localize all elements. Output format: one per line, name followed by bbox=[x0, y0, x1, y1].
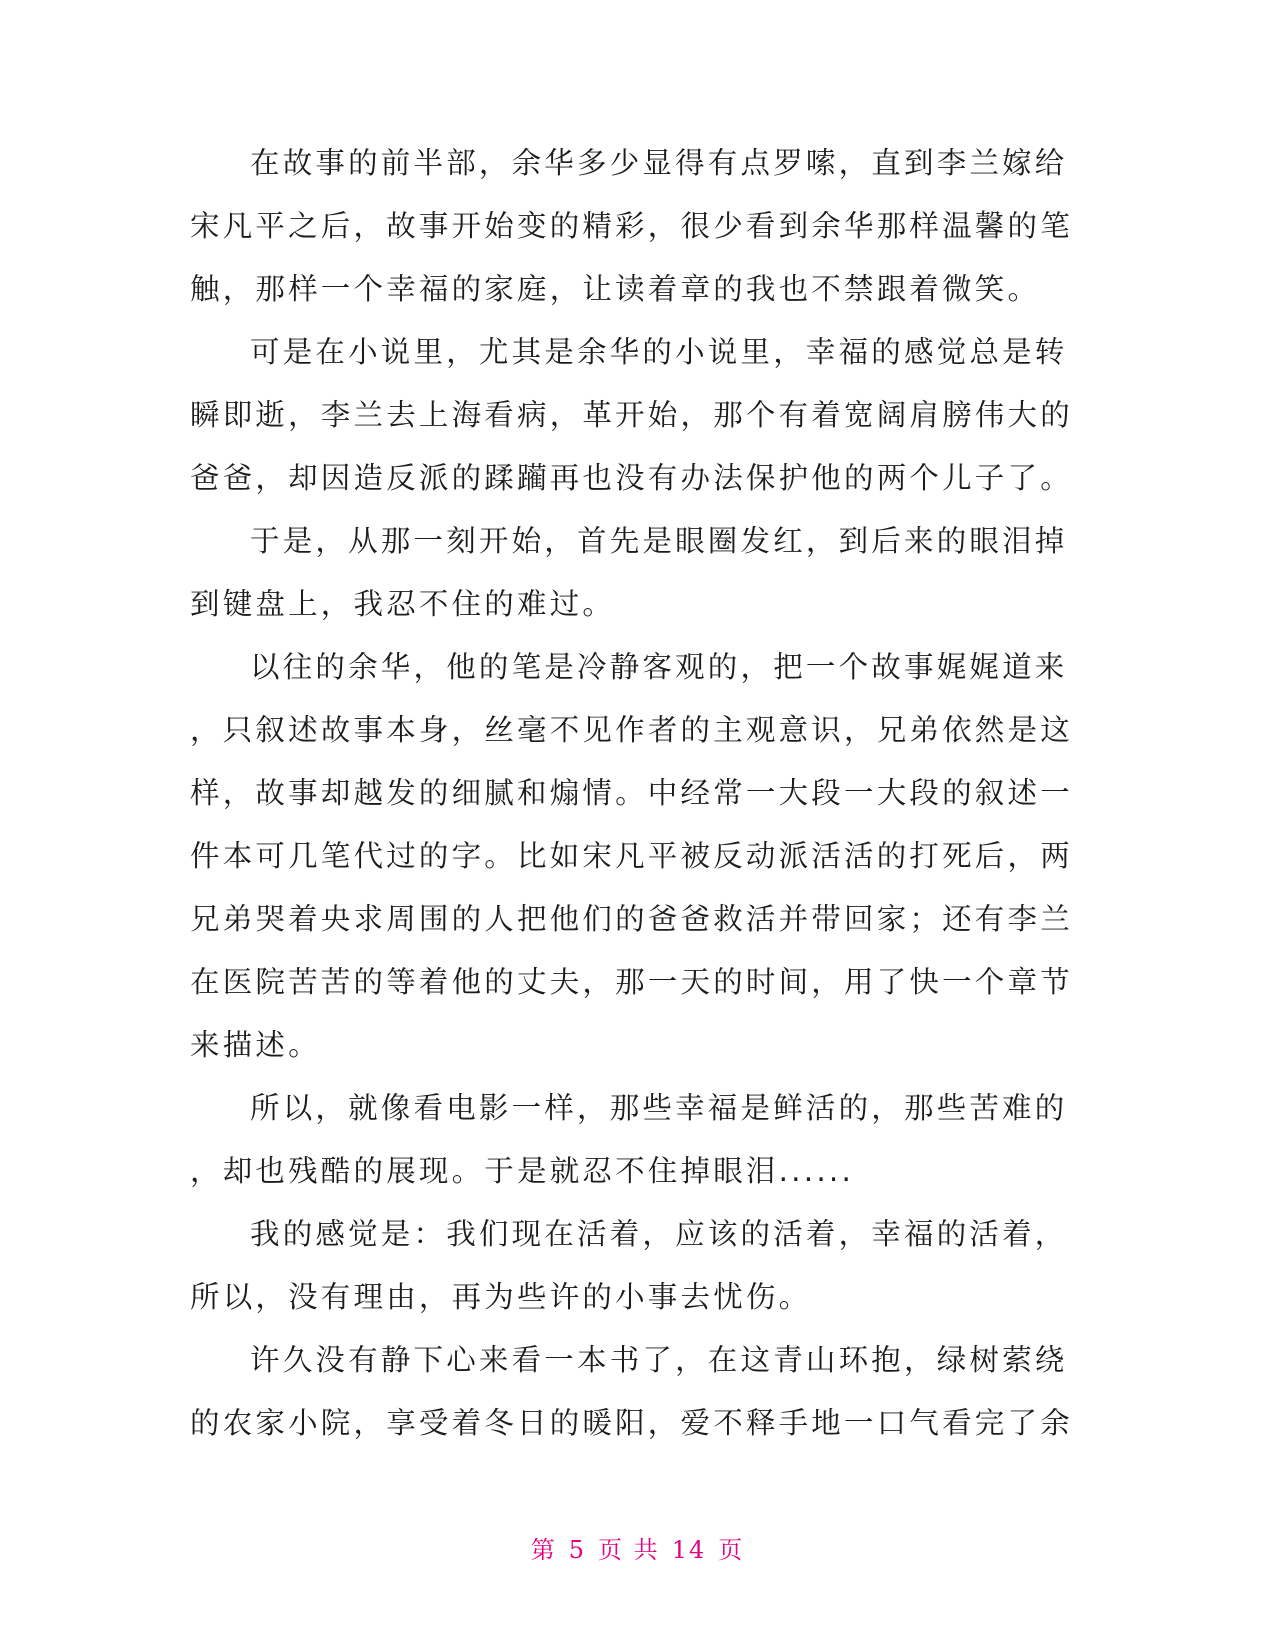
text-line: 触，那样一个幸福的家庭，让读着章的我也不禁跟着微笑。 bbox=[190, 272, 1041, 306]
text-line: 来描述。 bbox=[190, 1028, 321, 1062]
text-line: 样，故事却越发的细腻和煽情。中经常一大段一大段的叙述一 bbox=[190, 776, 1073, 810]
total-pages: 14 bbox=[671, 1536, 707, 1564]
text-line: 可是在小说里，尤其是余华的小说里，幸福的感觉总是转 bbox=[250, 335, 1068, 369]
text-line: 到键盘上，我忍不住的难过。 bbox=[190, 587, 616, 621]
page-footer bbox=[0, 1530, 1275, 1565]
footer-prefix: 第 bbox=[530, 1536, 557, 1564]
text-line: 件本可几笔代过的字。比如宋凡平被反动派活活的打死后，两 bbox=[190, 839, 1073, 873]
text-line: 以往的余华，他的笔是冷静客观的，把一个故事娓娓道来 bbox=[250, 650, 1068, 684]
text-line: 瞬即逝，李兰去上海看病，革开始，那个有着宽阔肩膀伟大的 bbox=[190, 398, 1073, 432]
page-number: 5 bbox=[568, 1536, 587, 1564]
text-line: 在故事的前半部，余华多少显得有点罗嗦，直到李兰嫁给 bbox=[250, 146, 1068, 180]
text-line: ，却也残酷的展现。于是就忍不住掉眼泪...... bbox=[190, 1154, 855, 1188]
text-line: 的农家小院，享受着冬日的暖阳，爱不释手地一口气看完了余 bbox=[190, 1406, 1073, 1440]
text-line: ，只叙述故事本身，丝毫不见作者的主观意识，兄弟依然是这 bbox=[190, 713, 1073, 747]
text-line: 爸爸，却因造反派的蹂躏再也没有办法保护他的两个儿子了。 bbox=[190, 461, 1073, 495]
text-line: 宋凡平之后，故事开始变的精彩，很少看到余华那样温馨的笔 bbox=[190, 209, 1073, 243]
text-line: 在医院苦苦的等着他的丈夫，那一天的时间，用了快一个章节 bbox=[190, 965, 1073, 999]
text-line: 所以，就像看电影一样，那些幸福是鲜活的，那些苦难的 bbox=[250, 1091, 1068, 1125]
footer-suffix: 页 bbox=[718, 1536, 745, 1564]
text-line: 于是，从那一刻开始，首先是眼圈发红，到后来的眼泪掉 bbox=[250, 524, 1068, 558]
text-line: 许久没有静下心来看一本书了，在这青山环抱，绿树萦绕 bbox=[250, 1343, 1068, 1377]
text-line: 我的感觉是：我们现在活着，应该的活着，幸福的活着， bbox=[250, 1217, 1068, 1251]
text-line: 所以，没有理由，再为些许的小事去忧伤。 bbox=[190, 1280, 812, 1314]
text-line: 兄弟哭着央求周围的人把他们的爸爸救活并带回家；还有李兰 bbox=[190, 902, 1073, 936]
footer-mid: 页 共 bbox=[598, 1536, 660, 1564]
